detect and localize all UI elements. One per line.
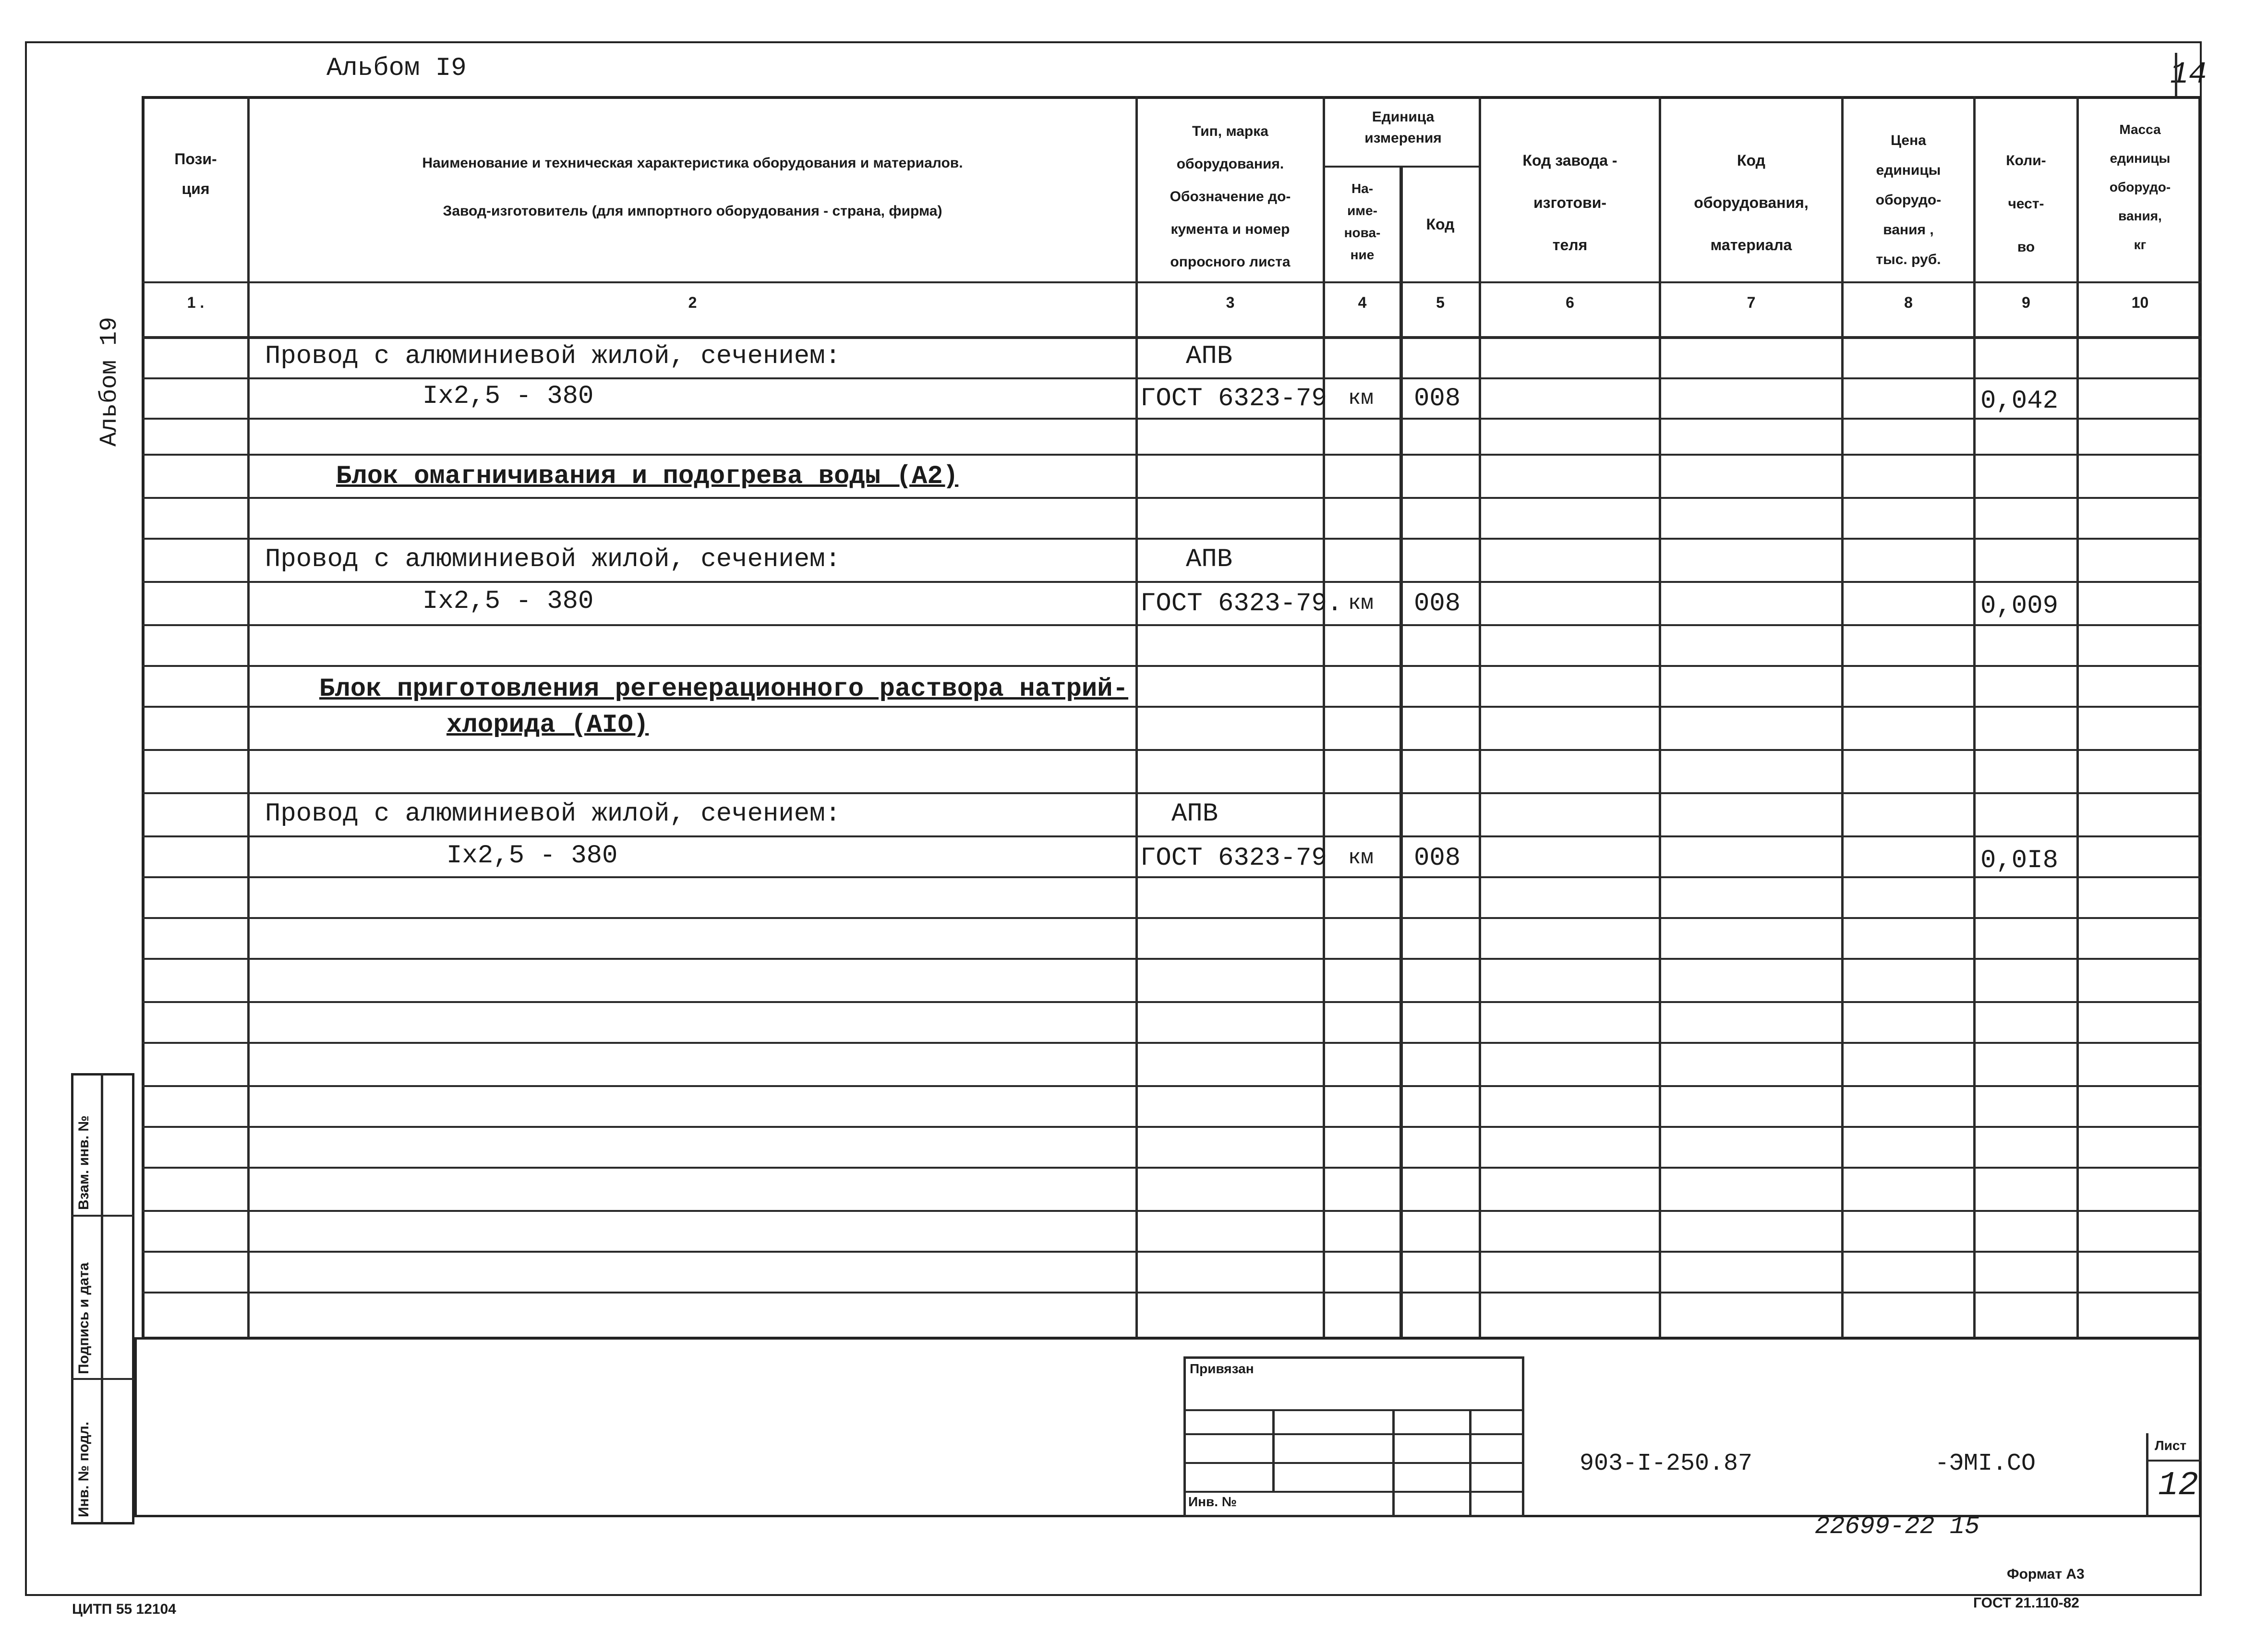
privyazan-line-3 [1183, 1462, 1524, 1464]
col-line-7 [1841, 96, 1844, 1340]
page-mark-top: 14 [2170, 58, 2207, 92]
bottom-number: 22699-22 15 [1815, 1512, 1980, 1541]
hdr-name: Наименование и техническая характеристика оборудования и материалов. Завод-изготовитель (для импортного оборудования - страна, фирма) [422, 155, 963, 219]
side-stamp-inv-podl: Инв. № подл. [76, 1421, 92, 1517]
sheet-number: 12 [2158, 1467, 2199, 1505]
privyazan-col-1 [1272, 1409, 1275, 1491]
row2-qty: 0,042 [1980, 387, 2059, 416]
section1-title: Блок омагничивания и подогрева воды (А2) [336, 462, 959, 491]
hdr-equip-code: Код оборудования, материала [1694, 152, 1809, 254]
row2-name: Ix2,5 - 380 [422, 382, 594, 411]
col-line-6 [1659, 96, 1661, 1340]
row6-qty: 0,0I8 [1980, 846, 2059, 875]
sheet-box-left [2146, 1433, 2148, 1517]
hdr-unit-group: Единица измерения [1364, 109, 1442, 146]
colnum-9: 9 [2022, 294, 2030, 311]
colnum-8: 8 [1904, 294, 1913, 311]
doc-code: 903-I-250.87 [1580, 1450, 1753, 1477]
col-line-9 [2076, 96, 2079, 1340]
col-line-1 [247, 96, 250, 1340]
col-line-2 [1135, 96, 1138, 1340]
colnum-3: 3 [1226, 294, 1235, 311]
col-line-4 [1399, 166, 1403, 1340]
row4-type: ГОСТ 6323-79. [1140, 589, 1343, 618]
side-stamp-podpis: Подпись и дата [76, 1262, 92, 1374]
row6-unit: км [1348, 846, 1374, 870]
hdr-type: Тип, марка оборудования. Обозначение до- кумента и номер опросного листа [1170, 123, 1291, 270]
section2-title-line2: хлорида (АIО) [446, 711, 649, 740]
format-label: Формат А3 [2007, 1566, 2085, 1582]
sheet-label: Лист [2155, 1438, 2187, 1453]
hdr-factory-code: Код завода - изготови- теля [1522, 152, 1617, 254]
row4-name: Ix2,5 - 380 [422, 587, 594, 616]
privyazan-label: Привязан [1190, 1361, 1254, 1376]
hdr-price: Цена единицы оборудо- вания , тыс. руб. [1875, 133, 1942, 267]
album-side-label: Альбом 19 [96, 316, 123, 447]
hdr-qty: Коли- чест- во [2006, 153, 2046, 255]
col-line-3 [1323, 96, 1325, 1340]
inv-no-label: Инв. № [1188, 1494, 1237, 1509]
privyazan-line-2 [1183, 1433, 1524, 1435]
row2-code: 008 [1414, 384, 1461, 413]
row2-unit: км [1348, 387, 1374, 411]
privyazan-col-3 [1469, 1409, 1472, 1517]
header-bottom-line [142, 281, 2201, 283]
row1-name: Провод с алюминиевой жилой, сечением: [265, 342, 841, 371]
colnum-bottom-line [142, 336, 2201, 339]
album-title: Альбом I9 [326, 54, 467, 83]
colnum-1: 1 . [187, 294, 205, 311]
row6-type: ГОСТ 6323-79 [1140, 844, 1327, 873]
col-line-5 [1479, 96, 1481, 1340]
row4-qty: 0,009 [1980, 592, 2059, 621]
colnum-10: 10 [2131, 294, 2149, 311]
colnum-6: 6 [1566, 294, 1574, 311]
privyazan-col-2 [1392, 1409, 1395, 1517]
row3-type: АПВ [1186, 545, 1233, 574]
hdr-unit-code: Код [1426, 216, 1455, 233]
row6-name: Ix2,5 - 380 [446, 841, 618, 870]
side-stamp-line-2 [71, 1378, 134, 1380]
colnum-4: 4 [1358, 294, 1367, 311]
hdr-unit-name: На- име- нова- ние [1344, 181, 1381, 262]
unit-group-line [1325, 166, 1481, 168]
side-stamp-vzam: Взам. инв. № [76, 1115, 92, 1210]
row2-type: ГОСТ 6323-79 [1140, 384, 1327, 413]
printer-label: ЦИТП 55 12104 [72, 1601, 176, 1617]
colnum-7: 7 [1747, 294, 1756, 311]
row5-name: Провод с алюминиевой жилой, сечением: [265, 799, 841, 829]
hdr-mass: Масса единицы оборудо- вания, кг [2109, 122, 2171, 252]
hdr-pos: Пози- ция [174, 150, 217, 197]
row1-type: АПВ [1186, 342, 1233, 371]
side-stamp-divider [101, 1073, 103, 1524]
gost-label: ГОСТ 21.110-82 [1973, 1595, 2079, 1611]
page-mark-divider [2175, 53, 2177, 98]
privyazan-block [1183, 1356, 1524, 1517]
row4-code: 008 [1414, 589, 1461, 618]
doc-suffix: -ЭМI.СО [1935, 1450, 2036, 1477]
title-block [134, 1337, 2201, 1517]
privyazan-line-4 [1183, 1491, 1524, 1493]
row6-code: 008 [1414, 844, 1461, 873]
row4-unit: км [1348, 592, 1374, 616]
row3-name: Провод с алюминиевой жилой, сечением: [265, 545, 841, 574]
section2-title-line1: Блок приготовления регенерационного раствора натрий- [319, 675, 1129, 704]
privyazan-line-1 [1183, 1409, 1524, 1411]
row5-type: АПВ [1171, 799, 1218, 829]
colnum-5: 5 [1436, 294, 1445, 311]
sheet-box-line [2146, 1460, 2201, 1462]
colnum-2: 2 [688, 294, 697, 311]
col-line-8 [1973, 96, 1976, 1340]
side-stamp-line-1 [71, 1215, 134, 1217]
